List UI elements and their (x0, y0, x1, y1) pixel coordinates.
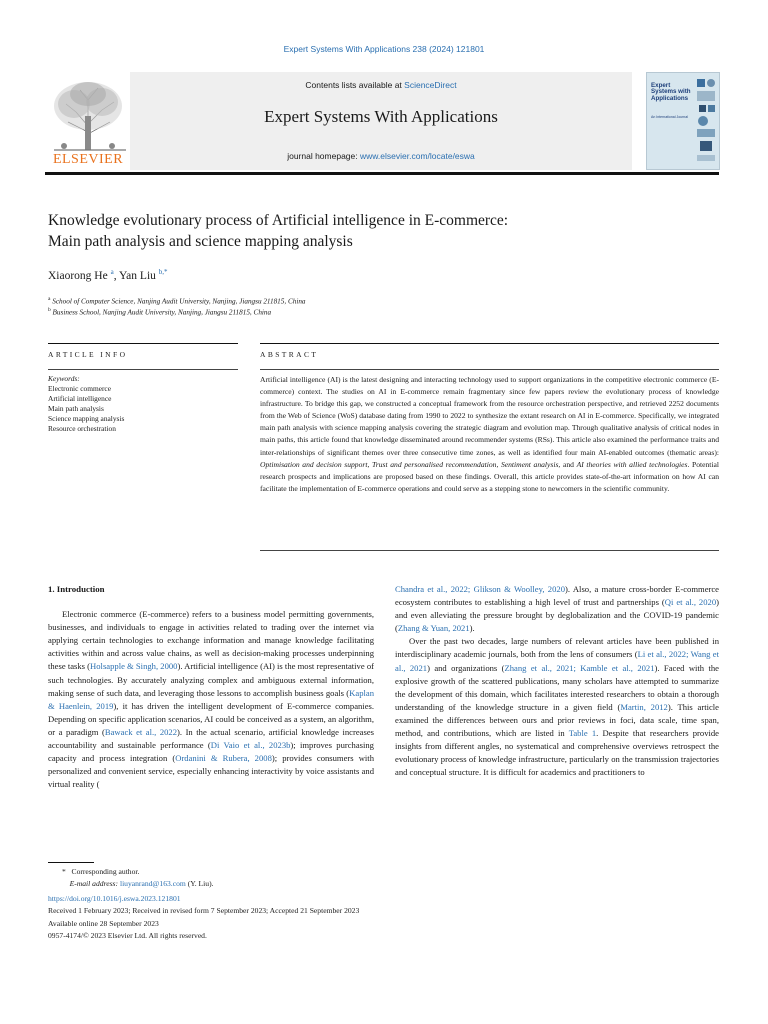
citation-link[interactable]: Chandra et al., 2022; Glikson & Woolley, 2020 (395, 584, 565, 594)
intro-p1-text: ). Artificial intelligence (AI) is the most representative of such technologies. By accurately analyzing complex and ambiguous external information, making sense of such data, and leveraging those lessons to accomplish business goals ( (48, 661, 374, 698)
citation-link[interactable]: Zhang et al., 2021; Kamble et al., 2021 (504, 662, 655, 673)
body-column-right (395, 583, 719, 779)
sciencedirect-link[interactable]: ScienceDirect (404, 80, 457, 90)
keyword-item: Resource orchestration (48, 424, 116, 433)
author-separator: , (113, 269, 120, 282)
citation-link[interactable]: Zhang & Yuan, 2021 (397, 623, 470, 634)
footnotes (48, 866, 718, 942)
author-he: Xiaorong He (48, 269, 108, 282)
homepage-line (130, 151, 632, 161)
table-reference-link[interactable]: Table 1 (568, 728, 597, 739)
intro-p1-text: ) and even alleviating the pressure brought by deglobalization and the COVID-19 pandemic ( (395, 597, 719, 634)
intro-paragraph-1-continued (395, 583, 719, 635)
email-suffix: (Y. Liu). (185, 879, 214, 889)
intro-p1-text: ); provides consumers with personalized and convenient service, especially enhancing interactivity by voice assistants and virtual reality ( (48, 753, 374, 790)
abstract-heading: ABSTRACT (260, 350, 319, 359)
body-column-left (48, 583, 374, 791)
intro-p2-text: ). This article examined the differences between ours and prior reviews in foci, data scale, time span, method, and contributions, which are listed in (395, 701, 720, 739)
corresponding-mark: * (62, 867, 66, 876)
author-liu-affil-mark[interactable]: b,* (158, 268, 168, 276)
citation-link[interactable]: Holsapple & Singh, 2000 (90, 661, 178, 672)
abstract-body (260, 374, 719, 495)
available-online: Available online 28 September 2023 (48, 918, 159, 928)
section-heading-introduction: 1. Introduction (48, 584, 105, 594)
title-line-2: Main path analysis and science mapping analysis (48, 233, 353, 250)
intro-paragraph-2 (395, 635, 719, 779)
publisher-name: ELSEVIER (52, 152, 124, 167)
intro-p2-text: ). Faced with the explosive growth of the scattered publications, many scholars have attempted to summarize the development of this domain, which facilitates interested researchers to obtain a thorough understanding of the knowledge structure in a given field ( (395, 662, 719, 712)
keywords-block (48, 374, 238, 434)
intro-p1-text: ). (469, 623, 475, 634)
intro-p2-text: Over the past two decades, large numbers of relevant articles have been published in interdisciplinary academic journals, both from the lens of consumers ( (395, 636, 719, 660)
intro-p2-text: ) and organizations ( (427, 662, 505, 673)
doi-link[interactable]: https://doi.org/10.1016/j.eswa.2023.121801 (48, 893, 181, 903)
received-dates: Received 1 February 2023; Received in revised form 7 September 2023; Accepted 21 September 2023 (48, 906, 360, 916)
title-line-1: Knowledge evolutionary process of Artificial intelligence in E-commerce: (48, 212, 509, 229)
cover-graphics-icon (695, 77, 717, 165)
keyword-item: Artificial intelligence (48, 394, 112, 403)
affiliation-a (48, 296, 306, 305)
corresponding-text: Corresponding author. (71, 867, 140, 876)
footnote-rule (48, 862, 94, 863)
citation-link[interactable]: Li et al., 2022; Wang et al., 2021 (395, 649, 719, 673)
email-label: E-mail address: (69, 879, 119, 889)
citation-link[interactable]: Qi et al., 2020 (664, 597, 717, 608)
intro-p1-text: ). In the actual scenario, artificial knowledge increases accountability and sustainable performance ( (48, 726, 374, 751)
email-note (48, 878, 718, 890)
cover-subtitle: An International Journal (651, 115, 688, 119)
citation-link[interactable]: Bawack et al., 2022 (104, 726, 178, 737)
abstract-end-rule (260, 550, 719, 551)
author-he-affil-mark[interactable]: a (110, 268, 114, 276)
citation-link[interactable]: Di Vaio et al., 2023b (210, 740, 291, 751)
citation-link[interactable]: Ordanini & Rubera, 2008 (175, 753, 272, 764)
abstract-and: and (560, 459, 577, 469)
abstract-rule (260, 343, 719, 344)
cover-title: Expert Systems with Applications (651, 82, 691, 102)
keyword-item: Science mapping analysis (48, 414, 125, 423)
email-link[interactable]: liuyanrand@163.com (119, 879, 186, 889)
author-liu: Yan Liu (119, 269, 156, 282)
homepage-link[interactable]: www.elsevier.com/locate/eswa (359, 151, 475, 161)
corresponding-author-note (48, 866, 718, 878)
abstract-outcomes: Optimisation and decision support, Trust and personalised recommendation, Sentiment analysis, (260, 459, 561, 469)
keyword-item: Electronic commerce (48, 384, 111, 393)
intro-p1-text: Electronic commerce (E-commerce) refers to a business model permitting governments, businesses, and individuals to engage in activities related to trading over the internet via applying certain technologies to exchange information and manage knowledge facilitating activities within and across value chains, as well as decision-making processes underpinning these tasks ( (48, 609, 374, 672)
article-info-subrule (48, 369, 238, 370)
keyword-item: Main path analysis (48, 404, 104, 413)
article-info-heading: ARTICLE INFO (48, 350, 128, 359)
intro-p1-text: ), it has driven the intelligent development of E-commerce companies. Depending on specific application scenarios, AI could be conceived as a system, an algorithm, or a paradigm ( (48, 700, 374, 737)
author-list (48, 268, 168, 282)
contents-line (130, 80, 632, 90)
abstract-outcomes-2: AI theories with allied technologies (576, 459, 688, 469)
journal-header-box (130, 72, 632, 170)
journal-citation-link[interactable]: Expert Systems With Applications 238 (2024) 121801 (283, 44, 485, 54)
affil-b-mark: b (48, 307, 51, 313)
affil-a-text: School of Computer Science, Nanjing Audit University, Nanjing, Jiangsu 211815, China (52, 297, 306, 306)
article-title (48, 210, 720, 252)
keywords-label: Keywords: (48, 374, 80, 383)
article-info-rule (48, 343, 238, 344)
abstract-subrule (260, 369, 719, 370)
intro-paragraph-1 (48, 608, 374, 791)
journal-header (45, 72, 719, 174)
copyright-line: 0957-4174/© 2023 Elsevier Ltd. All rights reserved. (48, 931, 207, 941)
intro-p1-text: ). Also, a mature cross-border E-commerce ecosystem contributes to establishing a high level of trust and partnerships ( (395, 584, 719, 608)
citation-link[interactable]: Kaplan & Haenlein, 2019 (48, 687, 374, 711)
journal-cover-thumbnail[interactable] (646, 72, 720, 170)
journal-title: Expert Systems With Applications (264, 107, 498, 126)
abstract-text-2: . Potential research prospects and implications are proposed based on these findings. Overall, this article provides state-of-the-art information on how AI can facilitate the implementation of E-commerce operations and could serve as a stepping stone to newcomers in the scientific community. (260, 459, 720, 493)
abstract-text-1: Artificial intelligence (AI) is the latest designing and interacting technology used to support organizations in the competitive electronic commerce (E-commerce) context. The studies on AI in E-commerce remain fragmentary since few papers review the evolutionary process of knowledge infrastructure. To bridge this gap, we constructed a conceptual framework from the resource orchestration perspective, and retrieved 2252 documents from the Web of Science (WoS) database dating from 1990 to 2022 to synthesize the extant research on AI in E-commerce. Specifically, we integrated main path analysis with science mapping analysis covering the strategic diagram and evolution map. Through qualitative analysis of critical nodes in main paths, this article found that knowledge disseminated around recommender systems (RSs). This article also examined the performance traits and inter-relationships of significant themes over three consecutive time zones, as well as identified four main AI-enabled outcomes (thematic areas): (260, 375, 719, 457)
affil-b-text: Business School, Nanjing Audit University, Nanjing, Jiangsu 211815, China (52, 308, 272, 317)
affiliation-b (48, 307, 271, 316)
contents-prefix: Contents lists available at (305, 80, 405, 90)
intro-p1-text: ); improves purchasing capacity and process integration ( (48, 740, 374, 764)
intro-p2-text: . Despite that researchers provide insights from different angles, no systematical and comprehensive overviews retrospect the evolutionary process of knowledge infrastructure, particularly on the transmission trajectories and conceptual structure. It is difficult for academics and practitioners to (395, 728, 719, 778)
citation-link[interactable]: Martin, 2012 (620, 701, 668, 712)
header-divider (45, 172, 719, 175)
homepage-prefix: journal homepage: (287, 151, 360, 161)
affil-a-mark: a (48, 296, 51, 302)
